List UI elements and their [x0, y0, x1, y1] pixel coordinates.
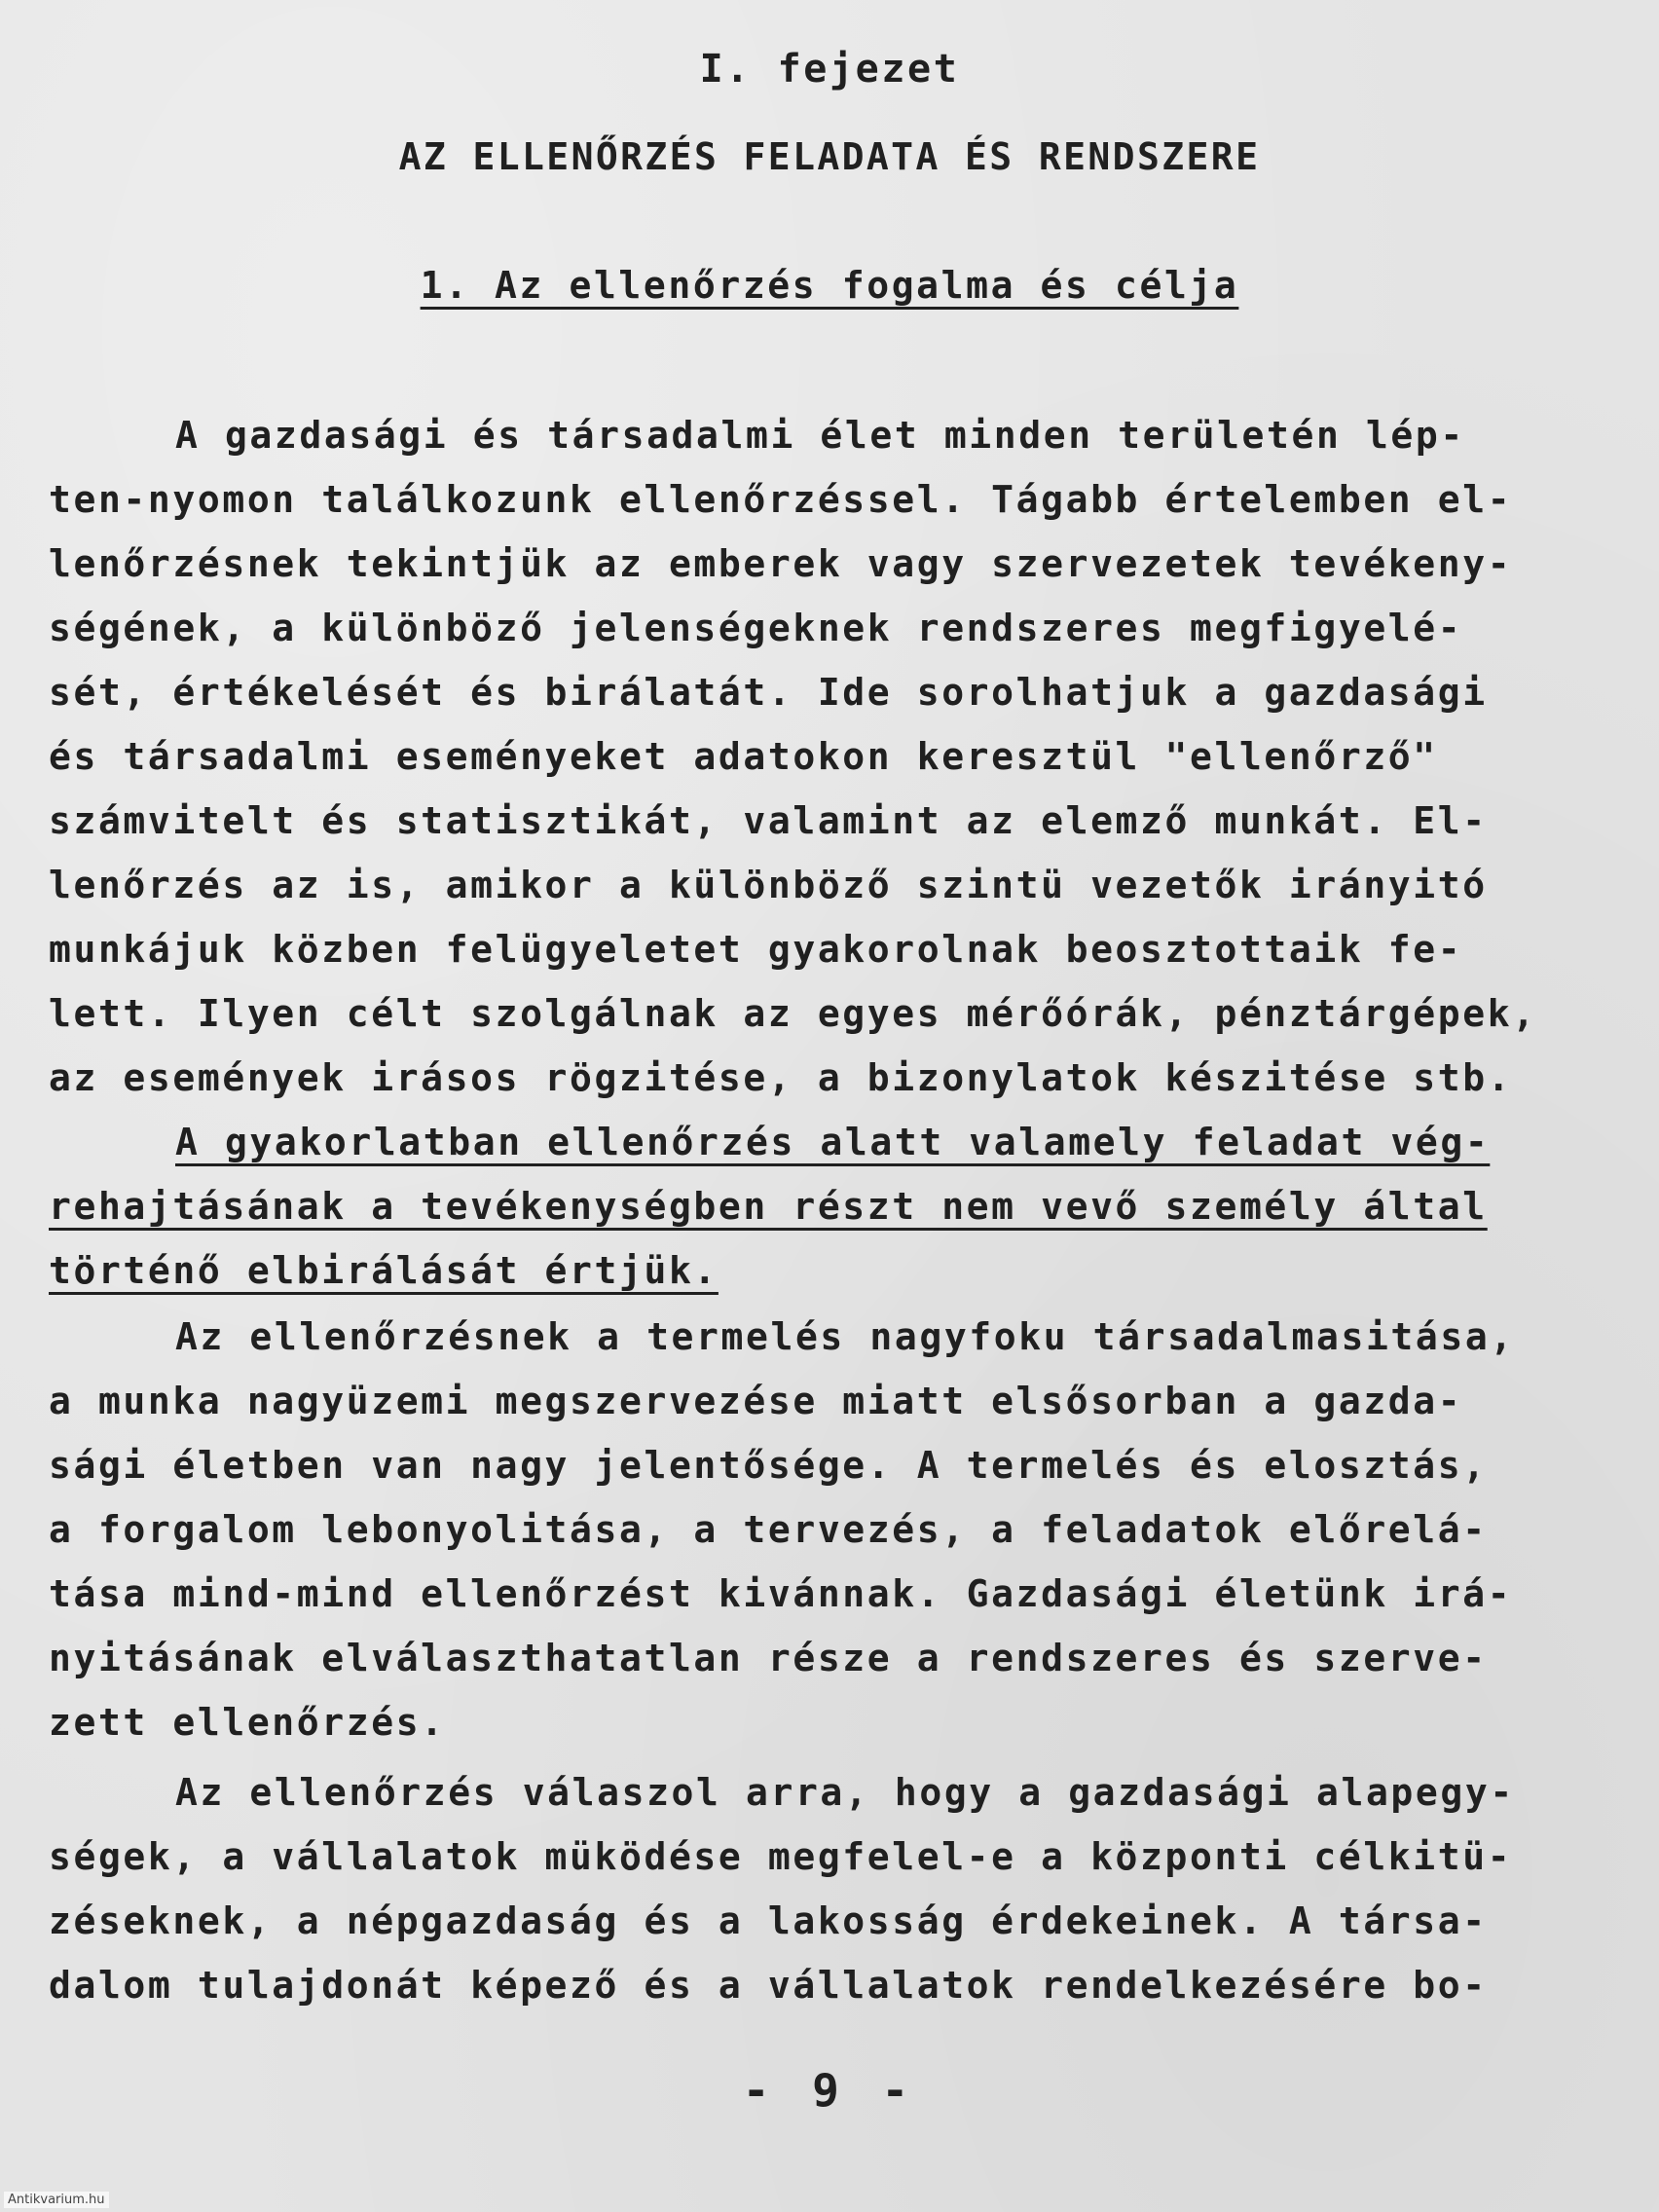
paragraph1-line: és társadalmi eseményeket adatokon keresztül "ellenőrző" [49, 735, 1438, 778]
paragraph2-line: Az ellenőrzésnek a termelés nagyfoku társadalmasitása, [175, 1315, 1515, 1358]
paragraph1-line: A gazdasági és társadalmi élet minden területén lép- [175, 414, 1465, 457]
paragraph3-line: dalom tulajdonát képező és a vállalatok rendelkezésére bo- [49, 1964, 1488, 2007]
paragraph1-line: az események irásos rögzitése, a bizonylatok készitése stb. [49, 1056, 1513, 1099]
section-title: 1. Az ellenőrzés fogalma és célja [420, 264, 1239, 307]
paragraph2-line: zett ellenőrzés. [49, 1701, 446, 1744]
page-number: - 9 - [742, 2064, 917, 2117]
paragraph3-line: ségek, a vállalatok müködése megfelel-e a központi célkitü- [49, 1835, 1513, 1878]
paragraph1-line: lenőrzés az is, amikor a különböző szintü vezetők irányitó [49, 864, 1488, 906]
paragraph3-line: Az ellenőrzés válaszol arra, hogy a gazdasági alapegy- [175, 1771, 1515, 1814]
paragraph2-line: nyitásának elválaszthatatlan része a rendszeres és szerve- [49, 1637, 1488, 1679]
paragraph2-line: sági életben van nagy jelentősége. A termelés és elosztás, [49, 1444, 1488, 1487]
paragraph2-line: a munka nagyüzemi megszervezése miatt elsősorban a gazda- [49, 1380, 1463, 1422]
paragraph1-line: lett. Ilyen célt szolgálnak az egyes mérőórák, pénztárgépek, [49, 992, 1537, 1035]
watermark: Antikvarium.hu [4, 2192, 109, 2208]
paragraph2-line: tása mind-mind ellenőrzést kivánnak. Gazdasági életünk irá- [49, 1572, 1513, 1615]
paragraph2-line: a forgalom lebonyolitása, a tervezés, a feladatok előrelá- [49, 1508, 1488, 1551]
paragraph1-line: számvitelt és statisztikát, valamint az elemző munkát. El- [49, 799, 1488, 842]
definition-line: A gyakorlatban ellenőrzés alatt valamely feladat vég- [175, 1121, 1491, 1163]
paragraph3-line: zéseknek, a népgazdaság és a lakosság érdekeinek. A társa- [49, 1899, 1488, 1942]
paragraph1-line: ten-nyomon találkozunk ellenőrzéssel. Tágabb értelemben el- [49, 478, 1513, 521]
chapter-title: AZ ELLENŐRZÉS FELADATA ÉS RENDSZERE [398, 135, 1261, 178]
paragraph1-line: munkájuk közben felügyeletet gyakorolnak beosztottaik fe- [49, 928, 1463, 971]
paragraph1-line: sét, értékelését és birálatát. Ide sorolhatjuk a gazdasági [49, 671, 1488, 714]
definition-line: történő elbirálását értjük. [49, 1249, 719, 1292]
paragraph1-line: lenőrzésnek tekintjük az emberek vagy szervezetek tevékeny- [49, 542, 1513, 585]
paragraph1-line: ségének, a különböző jelenségeknek rendszeres megfigyelé- [49, 607, 1463, 649]
definition-line: rehajtásának a tevékenységben részt nem vevő személy által [49, 1185, 1488, 1228]
chapter-heading: I. fejezet [699, 47, 960, 92]
